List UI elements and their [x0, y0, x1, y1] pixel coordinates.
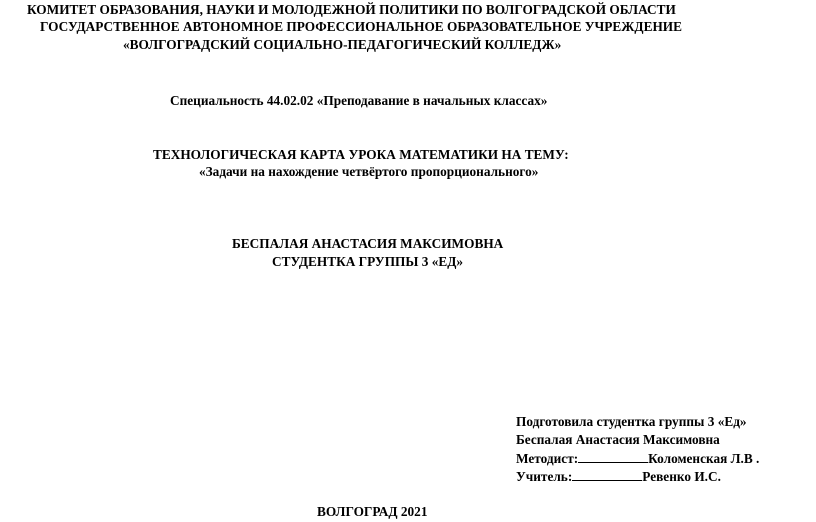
lesson-topic: «Задачи на нахождение четвёртого пропорционального» [199, 164, 539, 179]
header-line-college-name: «ВОЛГОГРАДСКИЙ СОЦИАЛЬНО-ПЕДАГОГИЧЕСКИЙ КОЛЛЕДЖ» [123, 37, 562, 52]
header-line-institution-type: ГОСУДАРСТВЕННОЕ АВТОНОМНОЕ ПРОФЕССИОНАЛЬНОЕ ОБРАЗОВАТЕЛЬНОЕ УЧРЕЖДЕНИЕ [40, 19, 683, 34]
teacher-line [516, 468, 721, 485]
city-year: ВОЛГОГРАД 2021 [317, 504, 428, 519]
author-name: БЕСПАЛАЯ АНАСТАСИЯ МАКСИМОВНА [232, 236, 504, 251]
methodist-signature-blank [578, 450, 648, 463]
author-group: СТУДЕНТКА ГРУППЫ 3 «ЕД» [272, 254, 464, 269]
specialty-line: Специальность 44.02.02 «Преподавание в начальных классах» [170, 93, 548, 108]
teacher-label: Учитель: [516, 469, 573, 484]
teacher-name: Ревенко И.С. [642, 469, 721, 484]
methodist-label: Методист: [516, 451, 579, 466]
header-line-committee: КОМИТЕТ ОБРАЗОВАНИЯ, НАУКИ И МОЛОДЕЖНОЙ ПОЛИТИКИ ПО ВОЛГОГРАДСКОЙ ОБЛАСТИ [27, 2, 676, 17]
document-title: ТЕХНОЛОГИЧЕСКАЯ КАРТА УРОКА МАТЕМАТИКИ НА ТЕМУ: [153, 147, 569, 162]
teacher-signature-blank [572, 468, 642, 481]
prepared-by-line: Подготовила студентка группы 3 «Ед» [516, 414, 747, 429]
methodist-name: Коломенская Л.В . [648, 451, 760, 466]
student-name-line: Беспалая Анастасия Максимовна [516, 432, 720, 447]
methodist-line [516, 450, 759, 467]
